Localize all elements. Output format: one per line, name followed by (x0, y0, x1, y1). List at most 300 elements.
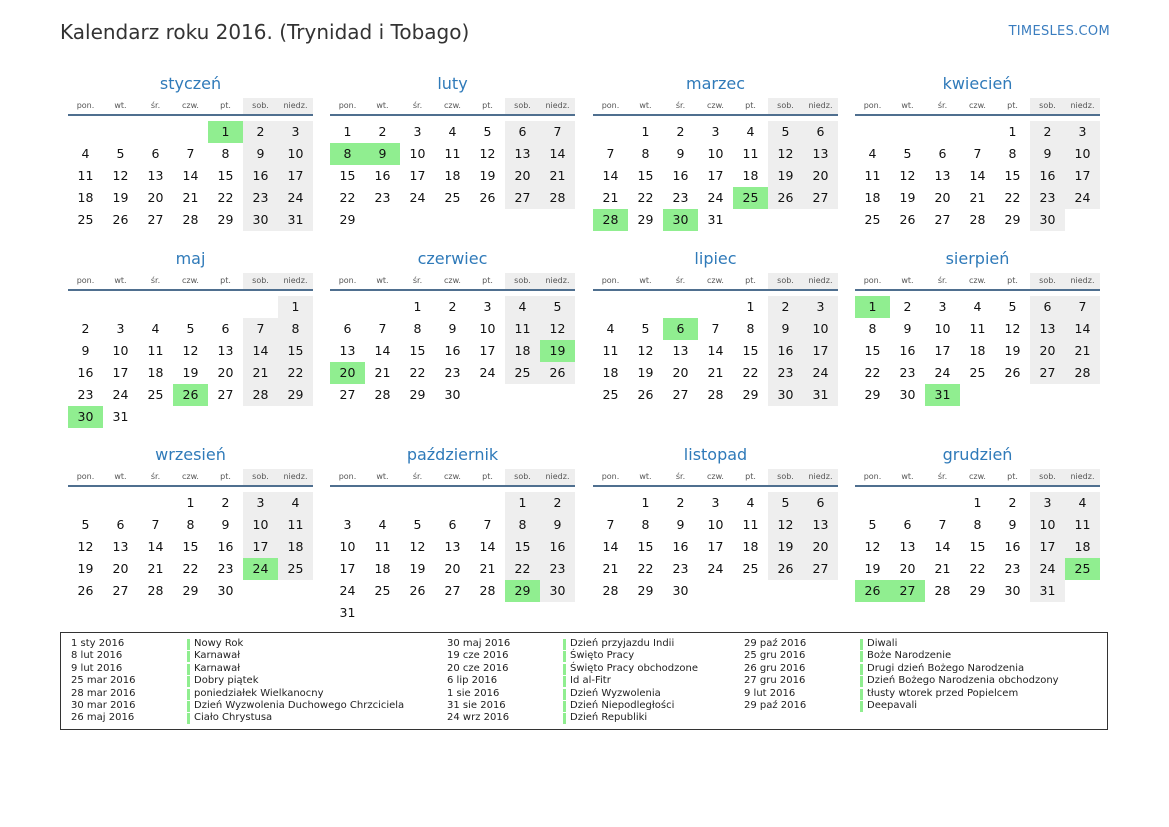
weekday-label: pt. (482, 101, 493, 110)
day-cell: 10 (278, 143, 313, 165)
day-cell: 19 (77, 561, 94, 576)
day-cell: 2 (221, 495, 230, 510)
day-cell: 15 (1004, 168, 1021, 183)
legend-holiday-name: Nowy Rok (194, 638, 244, 649)
day-cell: 22 (969, 561, 986, 576)
day-cell: 18 (147, 365, 164, 380)
weekday-label: wt. (639, 276, 652, 285)
day-cell: 28 (540, 187, 575, 209)
day-cell: 7 (1065, 296, 1100, 318)
legend-holiday-marker (187, 664, 190, 675)
weekday-label: wt. (114, 276, 127, 285)
month-block (68, 70, 313, 248)
month-name: marzec (685, 74, 745, 93)
day-cell: 16 (672, 168, 689, 183)
legend-holiday-name: Diwali (867, 638, 898, 649)
day-cell: 27 (1030, 362, 1065, 384)
day-cell: 18 (77, 190, 94, 205)
day-cell: 2 (243, 121, 278, 143)
day-cell: 28 (147, 583, 164, 598)
day-cell: 12 (112, 168, 129, 183)
day-cell: 20 (217, 365, 234, 380)
day-cell: 13 (217, 343, 234, 358)
month-block (330, 441, 575, 619)
weekday-label: śr. (412, 472, 423, 481)
day-cell: 7 (711, 321, 720, 336)
day-cell: 11 (278, 514, 313, 536)
weekday-header (593, 273, 838, 291)
weekday-label: śr. (937, 472, 948, 481)
day-cell: 11 (374, 539, 391, 554)
legend-holiday-marker (187, 651, 190, 662)
legend-holiday-name: Dzień Bożego Narodzenia obchodzony (867, 675, 1059, 687)
day-cell: 23 (217, 561, 234, 576)
weekday-label: wt. (114, 472, 127, 481)
weekday-label: pt. (1007, 101, 1018, 110)
weekday-header (593, 469, 838, 487)
holiday-day-cell: 9 (365, 143, 400, 165)
holiday-day-cell: 30 (68, 406, 103, 428)
day-cell: 4 (378, 517, 387, 532)
month-name: grudzień (942, 445, 1013, 464)
day-cell: 29 (217, 212, 234, 227)
day-cell: 6 (151, 146, 160, 161)
weekday-label: czw. (969, 101, 986, 110)
day-cell: 19 (1004, 343, 1021, 358)
day-cell: 10 (934, 321, 951, 336)
holiday-day-cell: 1 (855, 296, 890, 318)
legend-holiday-name: Karnawał (194, 650, 241, 662)
month-name: sierpień (945, 249, 1010, 268)
weekday-label: śr. (412, 101, 423, 110)
day-cell: 3 (1030, 492, 1065, 514)
day-cell: 30 (217, 583, 234, 598)
day-cell: 15 (637, 168, 654, 183)
day-cell: 19 (409, 561, 426, 576)
weekday-label: śr. (675, 101, 686, 110)
day-cell: 19 (864, 561, 881, 576)
day-cell: 2 (676, 124, 685, 139)
day-cell: 29 (864, 387, 881, 402)
month-name: lipiec (694, 249, 737, 268)
legend-holiday-name: poniedziałek Wielkanocny (194, 687, 324, 699)
day-cell: 22 (637, 561, 654, 576)
days-grid (593, 291, 838, 423)
day-cell: 9 (768, 318, 803, 340)
legend-date: 29 paź 2016 (744, 700, 807, 711)
month-block (68, 245, 313, 423)
day-cell: 5 (116, 146, 125, 161)
day-cell: 2 (1030, 121, 1065, 143)
day-cell: 21 (540, 165, 575, 187)
day-cell: 20 (112, 561, 129, 576)
day-cell: 5 (81, 517, 90, 532)
day-cell: 16 (768, 340, 803, 362)
day-cell: 22 (339, 190, 356, 205)
day-cell: 28 (934, 583, 951, 598)
day-cell: 10 (479, 321, 496, 336)
day-cell: 21 (1065, 340, 1100, 362)
legend-date: 29 paź 2016 (744, 638, 807, 649)
day-cell: 21 (602, 190, 619, 205)
day-cell: 27 (112, 583, 129, 598)
day-cell: 13 (934, 168, 951, 183)
day-cell: 1 (505, 492, 540, 514)
day-cell: 1 (641, 124, 650, 139)
weekday-label: pt. (482, 472, 493, 481)
weekday-label: pt. (745, 276, 756, 285)
weekday-label: sob. (1030, 273, 1065, 289)
day-cell: 5 (483, 124, 492, 139)
day-cell: 9 (1030, 143, 1065, 165)
day-cell: 13 (505, 143, 540, 165)
day-cell: 7 (243, 318, 278, 340)
weekday-label: wt. (901, 472, 914, 481)
day-cell: 9 (243, 143, 278, 165)
day-cell: 29 (969, 583, 986, 598)
day-cell: 22 (217, 190, 234, 205)
days-grid (593, 116, 838, 248)
legend-holiday-marker (563, 639, 566, 650)
day-cell: 25 (147, 387, 164, 402)
day-cell: 23 (672, 190, 689, 205)
day-cell: 2 (81, 321, 90, 336)
legend-holiday-name: Dobry piątek (194, 675, 259, 687)
weekday-header (593, 98, 838, 116)
month-block (330, 245, 575, 423)
day-cell: 18 (602, 365, 619, 380)
legend-holiday-marker (860, 689, 863, 700)
day-cell: 20 (899, 561, 916, 576)
weekday-label: czw. (182, 276, 199, 285)
day-cell: 16 (374, 168, 391, 183)
weekday-label: sob. (768, 273, 803, 289)
day-cell: 2 (378, 124, 387, 139)
day-cell: 28 (182, 212, 199, 227)
day-cell: 14 (147, 539, 164, 554)
weekday-label: niedz. (540, 273, 575, 289)
day-cell: 13 (444, 539, 461, 554)
days-grid (330, 487, 575, 619)
weekday-label: czw. (707, 101, 724, 110)
day-cell: 30 (1030, 209, 1065, 231)
weekday-label: niedz. (803, 273, 838, 289)
day-cell: 22 (1004, 190, 1021, 205)
legend-holiday-name: Dzień Niepodległości (570, 700, 675, 711)
legend-holiday-marker (860, 639, 863, 650)
day-cell: 12 (899, 168, 916, 183)
weekday-label: niedz. (278, 469, 313, 485)
weekday-label: pt. (220, 276, 231, 285)
holiday-day-cell: 20 (330, 362, 365, 384)
weekday-header (330, 273, 575, 291)
day-cell: 9 (676, 517, 685, 532)
day-cell: 4 (746, 124, 755, 139)
holiday-day-cell: 27 (890, 580, 925, 602)
holiday-day-cell: 1 (208, 121, 243, 143)
day-cell: 26 (540, 362, 575, 384)
legend-date: 24 wrz 2016 (447, 712, 510, 724)
day-cell: 4 (278, 492, 313, 514)
weekday-label: śr. (412, 276, 423, 285)
day-cell: 23 (899, 365, 916, 380)
month-block (855, 70, 1100, 248)
day-cell: 7 (378, 321, 387, 336)
month-block (68, 441, 313, 619)
weekday-label: śr. (150, 472, 161, 481)
weekday-label: pt. (1007, 276, 1018, 285)
weekday-label: sob. (505, 273, 540, 289)
day-cell: 14 (243, 340, 278, 362)
legend-holiday-name: Święto Pracy obchodzone (570, 662, 698, 674)
day-cell: 28 (707, 387, 724, 402)
day-cell: 27 (672, 387, 689, 402)
weekday-label: pt. (745, 472, 756, 481)
day-cell: 1 (278, 296, 313, 318)
weekday-label: pon. (601, 472, 620, 481)
month-name: maj (175, 249, 206, 268)
day-cell: 1 (641, 495, 650, 510)
day-cell: 8 (641, 146, 650, 161)
day-cell: 11 (742, 517, 759, 532)
month-name: styczeń (159, 74, 222, 93)
day-cell: 23 (444, 365, 461, 380)
day-cell: 8 (221, 146, 230, 161)
legend-date: 20 cze 2016 (447, 662, 509, 674)
day-cell: 12 (182, 343, 199, 358)
day-cell: 8 (641, 517, 650, 532)
weekday-label: wt. (376, 276, 389, 285)
day-cell: 28 (479, 583, 496, 598)
day-cell: 14 (602, 539, 619, 554)
weekday-label: wt. (901, 276, 914, 285)
day-cell: 16 (77, 365, 94, 380)
day-cell: 1 (413, 299, 422, 314)
day-cell: 7 (938, 517, 947, 532)
day-cell: 28 (1065, 362, 1100, 384)
weekday-label: czw. (444, 276, 461, 285)
day-cell: 22 (278, 362, 313, 384)
day-cell: 24 (803, 362, 838, 384)
day-cell: 22 (637, 190, 654, 205)
day-cell: 10 (1030, 514, 1065, 536)
legend-holiday-name: Boże Narodzenie (867, 650, 952, 662)
day-cell: 21 (479, 561, 496, 576)
weekday-header (68, 273, 313, 291)
day-cell: 18 (742, 539, 759, 554)
legend-holiday-marker (860, 651, 863, 662)
day-cell: 3 (243, 492, 278, 514)
weekday-label: czw. (707, 276, 724, 285)
legend-holiday-name: Święto Pracy (570, 650, 635, 662)
day-cell: 16 (217, 539, 234, 554)
day-cell: 23 (540, 558, 575, 580)
site-link[interactable]: TIMESLES.COM (1008, 24, 1110, 39)
holiday-day-cell: 26 (173, 384, 208, 406)
days-grid (855, 116, 1100, 248)
day-cell: 31 (278, 209, 313, 231)
day-cell: 30 (672, 583, 689, 598)
weekday-label: wt. (639, 101, 652, 110)
legend-date: 1 sty 2016 (71, 638, 125, 649)
weekday-header (330, 98, 575, 116)
day-cell: 8 (746, 321, 755, 336)
day-cell: 3 (343, 517, 352, 532)
day-cell: 18 (1065, 536, 1100, 558)
day-cell: 11 (444, 146, 461, 161)
day-cell: 4 (151, 321, 160, 336)
weekday-label: sob. (1030, 469, 1065, 485)
day-cell: 22 (409, 365, 426, 380)
day-cell: 17 (934, 343, 951, 358)
month-name: czerwiec (417, 249, 488, 268)
weekday-label: czw. (182, 472, 199, 481)
day-cell: 9 (448, 321, 457, 336)
day-cell: 2 (903, 299, 912, 314)
legend-holiday-marker (563, 651, 566, 662)
weekday-header (68, 98, 313, 116)
weekday-label: pt. (745, 101, 756, 110)
day-cell: 15 (864, 343, 881, 358)
day-cell: 4 (606, 321, 615, 336)
legend-date: 19 cze 2016 (447, 650, 509, 662)
holiday-day-cell: 26 (855, 580, 890, 602)
day-cell: 23 (243, 187, 278, 209)
month-block (855, 245, 1100, 423)
weekday-label: sob. (505, 469, 540, 485)
day-cell: 21 (243, 362, 278, 384)
day-cell: 16 (899, 343, 916, 358)
day-cell: 22 (742, 365, 759, 380)
day-cell: 11 (969, 321, 986, 336)
day-cell: 14 (1065, 318, 1100, 340)
day-cell: 26 (479, 190, 496, 205)
day-cell: 5 (903, 146, 912, 161)
day-cell: 26 (899, 212, 916, 227)
day-cell: 10 (243, 514, 278, 536)
day-cell: 8 (505, 514, 540, 536)
day-cell: 16 (1004, 539, 1021, 554)
day-cell: 10 (409, 146, 426, 161)
day-cell: 21 (602, 561, 619, 576)
legend-date: 26 maj 2016 (71, 712, 135, 724)
weekday-label: pon. (601, 101, 620, 110)
day-cell: 11 (77, 168, 94, 183)
day-cell: 13 (803, 514, 838, 536)
weekday-label: pon. (338, 276, 357, 285)
weekday-label: pon. (863, 276, 882, 285)
day-cell: 22 (182, 561, 199, 576)
legend-date: 31 sie 2016 (447, 700, 506, 711)
day-cell: 26 (409, 583, 426, 598)
month-name: luty (437, 74, 468, 93)
day-cell: 17 (803, 340, 838, 362)
days-grid (68, 487, 313, 619)
day-cell: 7 (483, 517, 492, 532)
day-cell: 11 (602, 343, 619, 358)
weekday-header (68, 469, 313, 487)
weekday-label: sob. (505, 98, 540, 114)
day-cell: 4 (448, 124, 457, 139)
day-cell: 27 (217, 387, 234, 402)
weekday-label: czw. (707, 472, 724, 481)
day-cell: 20 (1030, 340, 1065, 362)
day-cell: 16 (1030, 165, 1065, 187)
day-cell: 29 (278, 384, 313, 406)
day-cell: 6 (505, 121, 540, 143)
day-cell: 11 (864, 168, 881, 183)
day-cell: 10 (112, 343, 129, 358)
day-cell: 21 (147, 561, 164, 576)
days-grid (593, 487, 838, 619)
weekday-label: niedz. (278, 273, 313, 289)
legend-date: 8 lut 2016 (71, 650, 123, 662)
weekday-label: sob. (243, 98, 278, 114)
day-cell: 19 (768, 165, 803, 187)
day-cell: 6 (803, 492, 838, 514)
day-cell: 9 (1008, 517, 1017, 532)
day-cell: 26 (1004, 365, 1021, 380)
day-cell: 3 (803, 296, 838, 318)
legend-holiday-marker (860, 664, 863, 675)
legend-holiday-name: Deepavali (867, 700, 918, 711)
weekday-label: sob. (243, 273, 278, 289)
day-cell: 4 (1065, 492, 1100, 514)
day-cell: 29 (1004, 212, 1021, 227)
day-cell: 4 (746, 495, 755, 510)
weekday-label: niedz. (540, 469, 575, 485)
day-cell: 25 (505, 362, 540, 384)
day-cell: 27 (803, 558, 838, 580)
month-block (593, 70, 838, 248)
day-cell: 26 (77, 583, 94, 598)
weekday-label: wt. (901, 101, 914, 110)
day-cell: 10 (707, 146, 724, 161)
day-cell: 1 (186, 495, 195, 510)
day-cell: 24 (707, 190, 724, 205)
days-grid (330, 291, 575, 423)
day-cell: 2 (1008, 495, 1017, 510)
legend-holiday-marker (187, 701, 190, 712)
day-cell: 19 (899, 190, 916, 205)
day-cell: 17 (409, 168, 426, 183)
day-cell: 8 (413, 321, 422, 336)
weekday-label: czw. (969, 276, 986, 285)
month-name: listopad (683, 445, 748, 464)
day-cell: 12 (1004, 321, 1021, 336)
day-cell: 19 (479, 168, 496, 183)
day-cell: 13 (147, 168, 164, 183)
day-cell: 20 (934, 190, 951, 205)
weekday-label: niedz. (1065, 98, 1100, 114)
holiday-day-cell: 19 (540, 340, 575, 362)
month-name: wrzesień (155, 445, 226, 464)
day-cell: 30 (899, 387, 916, 402)
day-cell: 3 (116, 321, 125, 336)
weekday-label: wt. (376, 101, 389, 110)
day-cell: 19 (112, 190, 129, 205)
day-cell: 15 (182, 539, 199, 554)
weekday-label: czw. (969, 472, 986, 481)
weekday-label: sob. (1030, 98, 1065, 114)
day-cell: 18 (742, 168, 759, 183)
day-cell: 17 (112, 365, 129, 380)
holiday-day-cell: 8 (330, 143, 365, 165)
day-cell: 8 (278, 318, 313, 340)
day-cell: 21 (707, 365, 724, 380)
day-cell: 12 (540, 318, 575, 340)
day-cell: 30 (444, 387, 461, 402)
